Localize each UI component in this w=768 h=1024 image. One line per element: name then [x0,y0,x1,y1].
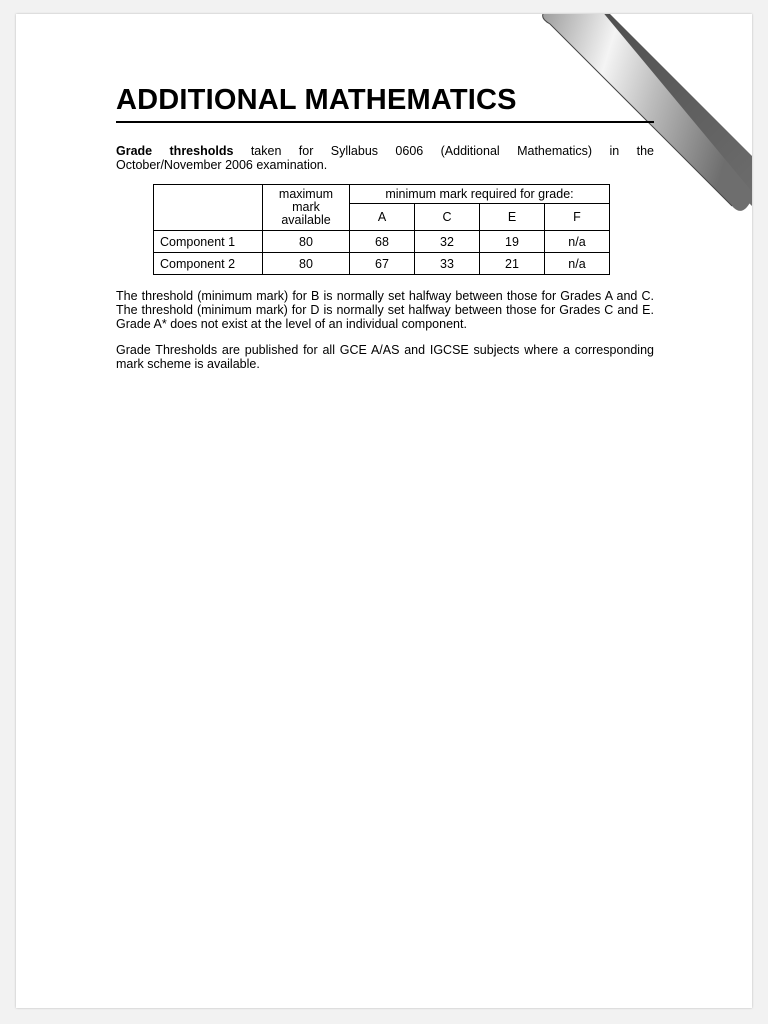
row-max: 80 [263,253,350,275]
publication-note-paragraph: Grade Thresholds are published for all GCE A/AS and IGCSE subjects where a corresponding mark scheme is available. [116,343,654,371]
intro-paragraph [116,144,654,172]
grade-header-e: E [480,204,545,231]
intro-text-line2: October/November 2006 examination. [116,158,328,172]
table-corner-cell [154,185,263,231]
row-value-c: 33 [415,253,480,275]
row-value-e: 19 [480,231,545,253]
row-max: 80 [263,231,350,253]
document-body [116,84,654,371]
grade-header-a: A [350,204,415,231]
grade-header-c: C [415,204,480,231]
row-value-c: 32 [415,231,480,253]
page-title: ADDITIONAL MATHEMATICS [116,84,654,123]
table-row [154,253,610,275]
grade-thresholds-table [153,184,610,275]
header-max-mark: maximum mark available [263,185,350,231]
intro-bold-text: Grade thresholds [116,144,234,158]
table-header-row [154,185,610,204]
threshold-note-paragraph: The threshold (minimum mark) for B is normally set halfway between those for Grades A and C. The threshold (minimum mark) for D is normally set halfway between those for Grades C and E. Grade A* does not exist at the level of an individual component. [116,289,654,331]
header-min-mark: minimum mark required for grade: [350,185,610,204]
row-value-e: 21 [480,253,545,275]
row-label: Component 1 [154,231,263,253]
row-label: Component 2 [154,253,263,275]
grade-header-f: F [545,204,610,231]
row-value-f: n/a [545,231,610,253]
row-value-a: 67 [350,253,415,275]
row-value-f: n/a [545,253,610,275]
document-page [16,14,752,1008]
row-value-a: 68 [350,231,415,253]
intro-text: taken for Syllabus 0606 (Additional Mathematics) in the [250,144,654,158]
table-row [154,231,610,253]
